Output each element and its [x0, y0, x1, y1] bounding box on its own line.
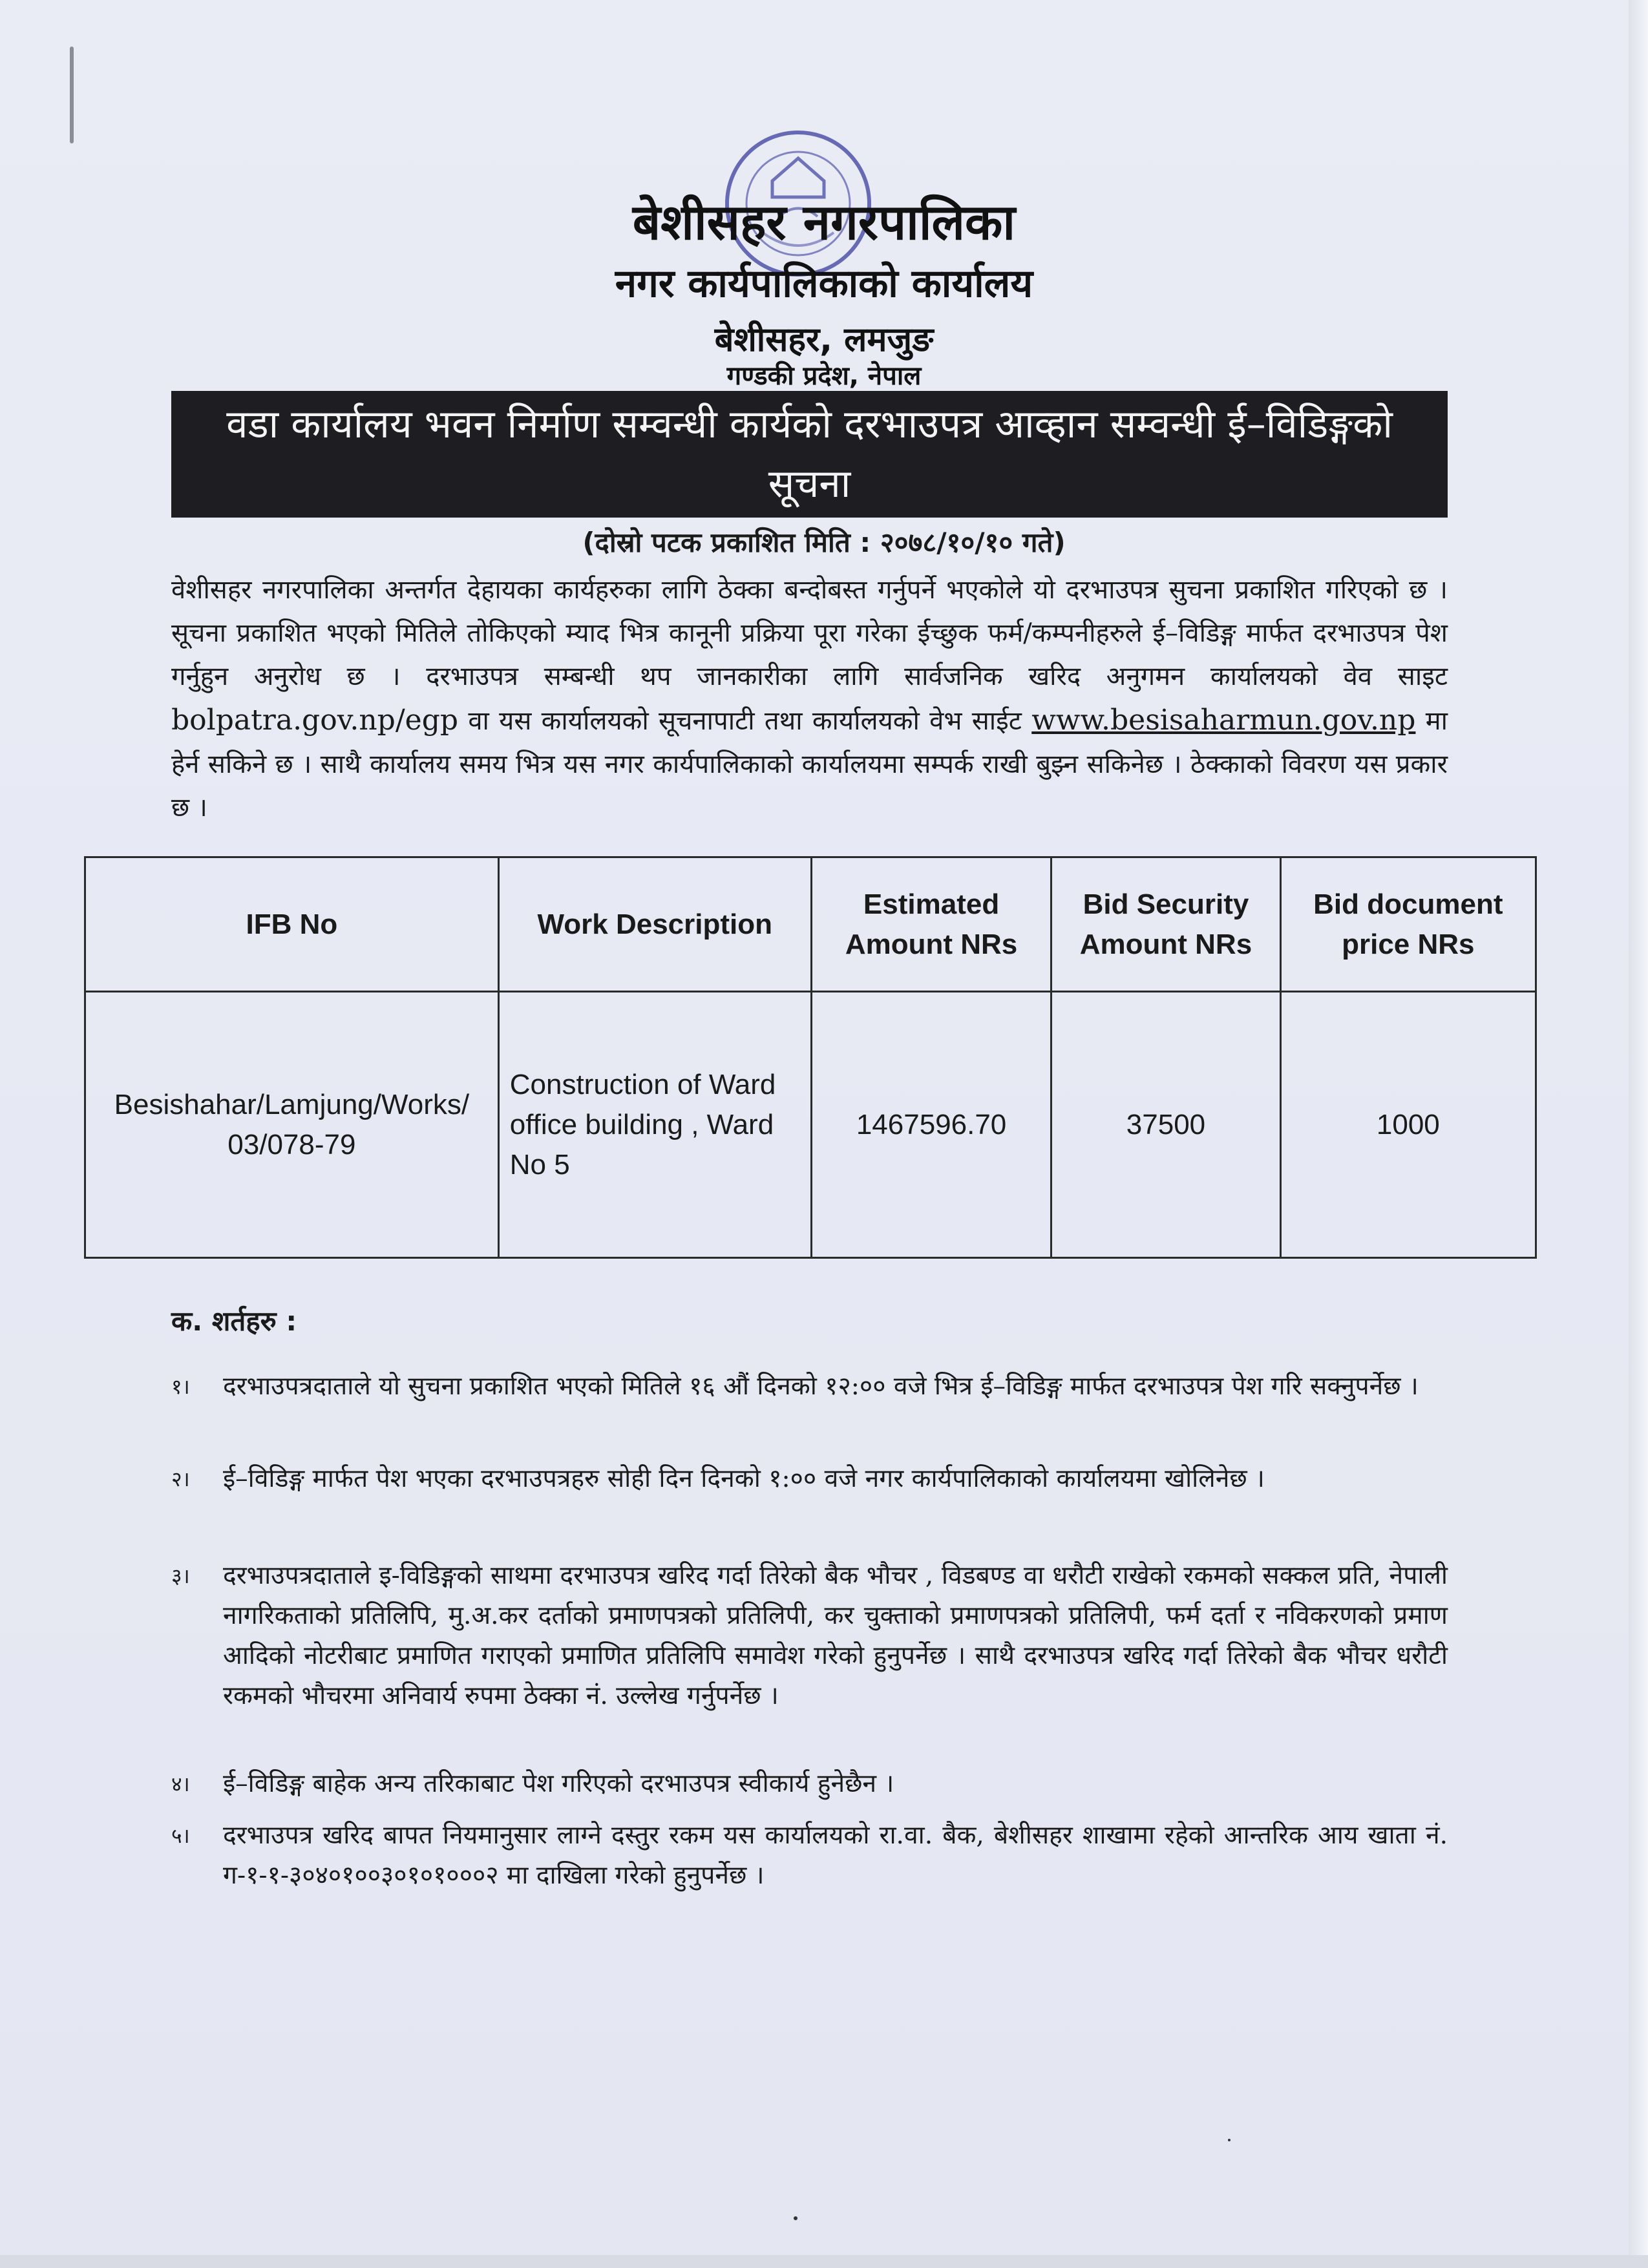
condition-item — [171, 1367, 1448, 1407]
publication-date: (दोस्रो पटक प्रकाशित मिति : २०७८/१०/१० गते) — [582, 527, 1066, 558]
col-header-estimated-amount: Estimated Amount NRs — [811, 857, 1051, 992]
cell-work-description: Construction of Ward office building , Ward No 5 — [498, 992, 811, 1258]
ifb-table — [84, 856, 1537, 1259]
condition-text: दरभाउपत्रदाताले इ-विडिङ्गको साथमा दरभाउपत्र खरिद गर्दा तिरेको बैक भौचर , विडबण्ड वा धरौटी राखेको रकमको सक्कल प्रति, नेपाली नागरिकताको प्रतिलिपि, मु.अ.कर दर्ताको प्रमाणपत्रको प्रतिलिपी, कर चुक्ताको प्रमाणपत्रको प्रतिलिपी, फर्म दर्ता र नविकरणको प्रमाण आदिको नोटरीबाट प्रमाणित गराएको प्रमाणित प्रतिलिपि समावेश गरेको हुनुपर्नेछ । साथै दरभाउपत्र खरिद गर्दा तिरेको बैक भौचर धरौटी रकमको भौचरमा अनिवार्य रुपमा ठेक्का नं. उल्लेख गर्नुपर्नेछ । — [223, 1561, 1448, 1710]
condition-number: ४। — [171, 1772, 190, 1796]
condition-item — [171, 1459, 1448, 1499]
cell-estimated-amount: 1467596.70 — [811, 992, 1051, 1258]
condition-text: ई–विडिङ्ग मार्फत पेश भएका दरभाउपत्रहरु सोही दिन दिनको १:०० वजे नगर कार्यपालिकाको कार्यालयमा खोलिनेछ । — [223, 1464, 1265, 1493]
condition-number: २। — [171, 1467, 190, 1491]
notice-title-banner — [171, 391, 1448, 518]
intro-text-3: मा हेर्न सकिने छ । साथै कार्यालय समय भित्र यस नगर कार्यपालिकाको कार्यालयमा सम्पर्क राखी बुझ्न सकिनेछ । ठेक्काको विवरण यस प्रकार छ । — [171, 706, 1448, 823]
table-row — [85, 992, 1536, 1258]
intro-text-2: वा यस कार्यालयको सूचनापाटी तथा कार्यालयको वेभ साईट — [468, 706, 1022, 736]
condition-text: ई–विडिङ्ग बाहेक अन्य तरिकाबाट पेश गरिएको दरभाउपत्र स्वीकार्य हुनेछैन । — [223, 1769, 894, 1798]
cell-ifb-no: Besishahar/Lamjung/Works/ 03/078-79 — [85, 992, 499, 1258]
condition-number: ५। — [171, 1823, 190, 1848]
condition-text: दरभाउपत्र खरिद बापत नियमानुसार लाग्ने दस्तुर रकम यस कार्यालयको रा.वा. बैक, बेशीसहर शाखामा रहेको आन्तरिक आय खाता नं. ग-१-१-३०४०१००३०१०१०००२ मा दाखिला गरेको हुनुपर्नेछ । — [223, 1821, 1448, 1890]
intro-paragraph — [171, 569, 1448, 830]
intro-text-1: वेशीसहर नगरपालिका अन्तर्गत देहायका कार्यहरुका लागि ठेक्का बन्दोबस्त गर्नुपर्ने भएकोले यो दरभाउपत्र सुचना प्रकाशित गरिएको छ । सूचना प्रकाशित भएको मितिले तोकिएको म्याद भित्र कानूनी प्रक्रिया पूरा गरेका ईच्छुक फर्म/कम्पनीहरुले ई–विडिङ्ग मार्फत दरभाउपत्र पेश गर्नुहुन अनुरोध छ । दरभाउपत्र सम्बन्धी थप जानकारीका लागि सार्वजनिक खरिद अनुगमन कार्यालयको वेव साइट — [171, 575, 1448, 691]
condition-text: दरभाउपत्रदाताले यो सुचना प्रकाशित भएको मितिले १६ औं दिनको १२:०० वजे भित्र ई–विडिङ्ग मार्फत दरभाउपत्र पेश गरि सक्नुपर्नेछ । — [223, 1372, 1419, 1401]
municipality-website-link[interactable]: www.besisaharmun.gov.np — [1031, 704, 1416, 737]
col-header-work-description: Work Description — [498, 857, 811, 992]
scan-speck — [794, 2216, 798, 2220]
office-name: नगर कार्यपालिकाको कार्यालय — [615, 261, 1033, 306]
col-header-bid-security: Bid Security Amount NRs — [1051, 857, 1280, 992]
conditions-heading: क. शर्तहरु : — [171, 1305, 297, 1337]
cell-bid-document-price: 1000 — [1280, 992, 1536, 1258]
binder-mark — [70, 47, 74, 143]
col-header-ifb-no: IFB No — [85, 857, 499, 992]
table-header-row — [85, 857, 1536, 992]
condition-number: ३। — [171, 1564, 190, 1588]
scan-speck — [1228, 2139, 1231, 2141]
bolpatra-link[interactable]: bolpatra.gov.np/egp — [171, 704, 459, 737]
province-name: गण्डकी प्रदेश, नेपाल — [726, 361, 922, 391]
condition-number: १। — [171, 1374, 190, 1399]
col-header-bid-document-price: Bid document price NRs — [1280, 857, 1536, 992]
cell-bid-security: 37500 — [1051, 992, 1280, 1258]
condition-item — [171, 1764, 1448, 1804]
condition-item — [171, 1556, 1448, 1716]
condition-item — [171, 1816, 1448, 1896]
notice-title: वडा कार्यालय भवन निर्माण सम्वन्धी कार्यको दरभाउपत्र आव्हान सम्वन्धी ई–विडिङ्गको सूचना — [226, 402, 1393, 507]
municipality-name: बेशीसहर नगरपालिका — [632, 193, 1016, 251]
page-bottom-edge — [0, 2255, 1648, 2268]
office-location: बेशीसहर, लमजुङ — [714, 320, 934, 359]
